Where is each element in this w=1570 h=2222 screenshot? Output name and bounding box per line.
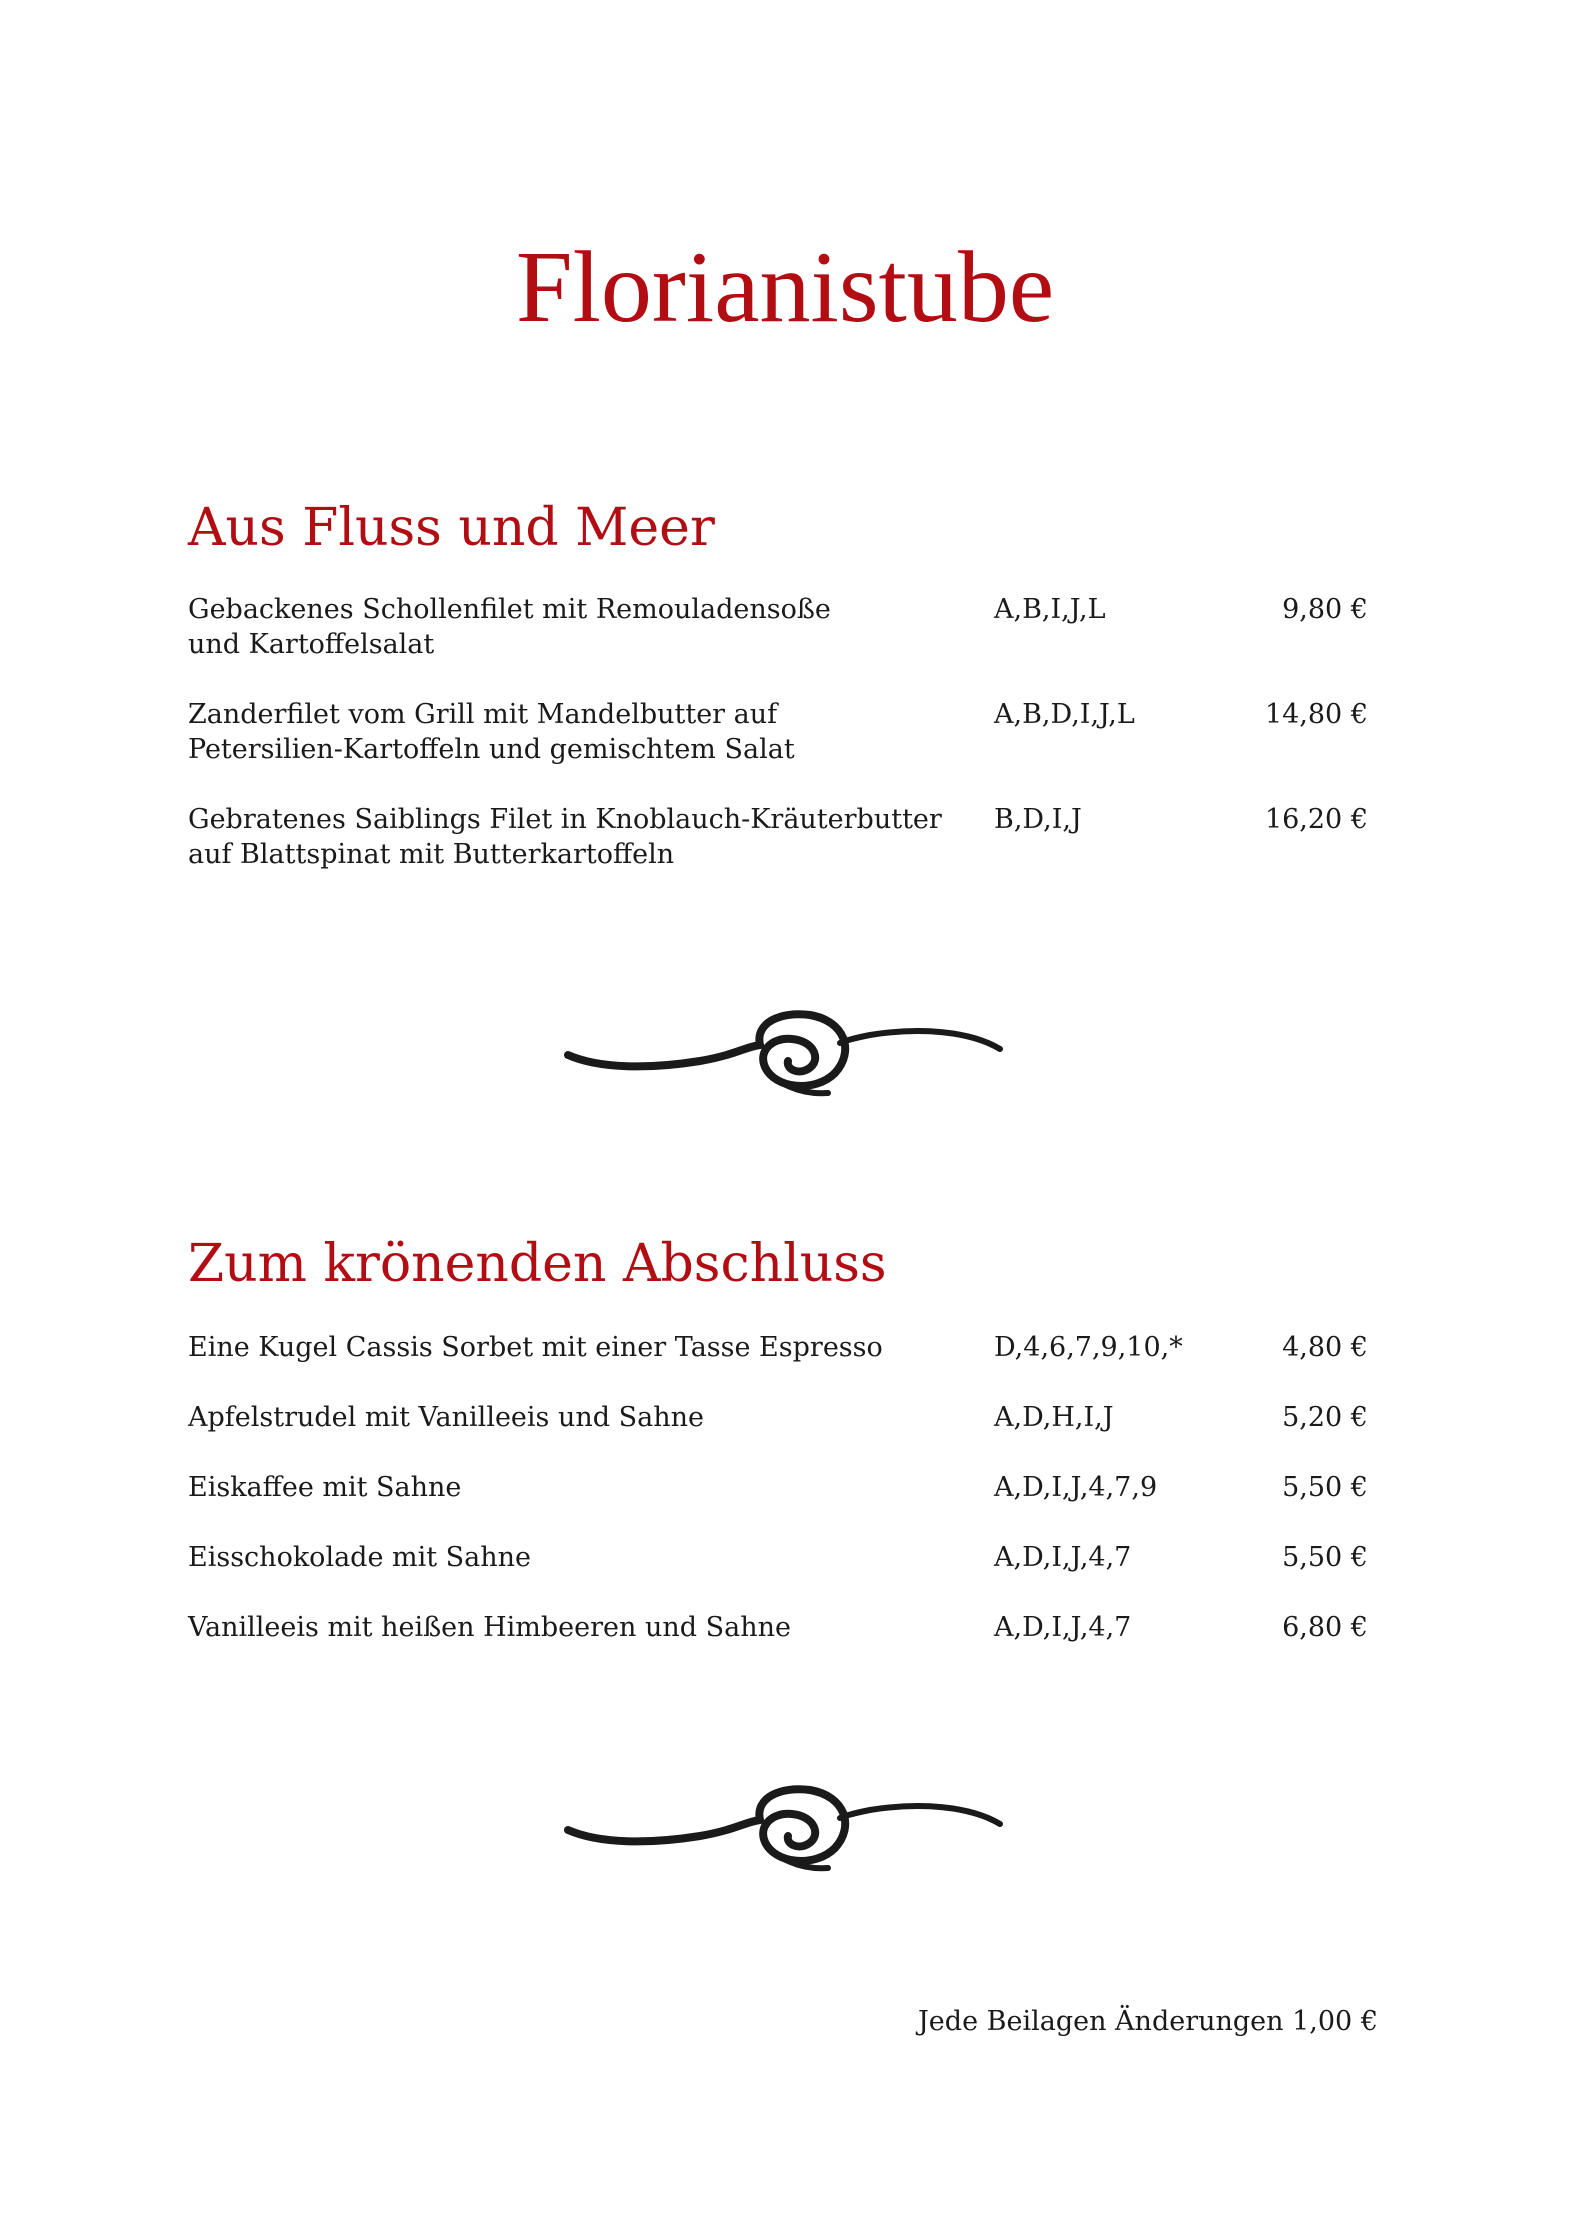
menu-item (188, 802, 1368, 872)
dish-name: Gebratenes Saiblings Filet in Knoblauch-Kräuterbutter auf Blattspinat mit Butterkartoffeln (188, 804, 942, 870)
dish-price: 4,80 € (1282, 1332, 1368, 1363)
section-heading-fish: Aus Fluss und Meer (188, 498, 715, 558)
menu-item (188, 1400, 1368, 1435)
dish-name: Apfelstrudel mit Vanilleeis und Sahne (188, 1402, 704, 1433)
dish-price: 14,80 € (1264, 699, 1368, 730)
dish-price: 5,50 € (1282, 1542, 1368, 1573)
dish-price: 5,20 € (1282, 1402, 1368, 1433)
allergen-codes: A,D,I,J,4,7 (994, 1542, 1132, 1573)
page-title: Florianistube (515, 231, 1055, 344)
footer-note: Jede Beilagen Änderungen 1,00 € (917, 2006, 1378, 2037)
allergen-codes: B,D,I,J (994, 804, 1082, 835)
dish-price: 16,20 € (1264, 804, 1368, 835)
dish-name: Gebackenes Schollenfilet mit Remouladensoße und Kartoffelsalat (188, 594, 831, 660)
menu-item (188, 592, 1368, 662)
allergen-codes: A,D,I,J,4,7 (994, 1612, 1132, 1643)
menu-item (188, 1610, 1368, 1645)
section-heading-dessert: Zum krönenden Abschluss (188, 1234, 887, 1294)
allergen-codes: A,D,H,I,J (994, 1402, 1114, 1433)
dish-price: 5,50 € (1282, 1472, 1368, 1503)
allergen-codes: D,4,6,7,9,10,* (994, 1332, 1183, 1363)
menu-list-fish (188, 592, 1368, 907)
flourish-divider-icon (560, 1778, 1020, 1878)
menu-item (188, 1330, 1368, 1365)
dish-name: Eiskaffee mit Sahne (188, 1472, 462, 1503)
allergen-codes: A,B,D,I,J,L (994, 699, 1135, 730)
allergen-codes: A,D,I,J,4,7,9 (994, 1472, 1158, 1503)
dish-price: 6,80 € (1282, 1612, 1368, 1643)
menu-item (188, 1540, 1368, 1575)
dish-name: Zanderfilet vom Grill mit Mandelbutter auf Petersilien-Kartoffeln und gemischtem Salat (188, 699, 795, 765)
dish-name: Vanilleeis mit heißen Himbeeren und Sahne (188, 1612, 791, 1643)
menu-item (188, 697, 1368, 767)
dish-price: 9,80 € (1282, 594, 1368, 625)
dish-name: Eisschokolade mit Sahne (188, 1542, 532, 1573)
menu-item (188, 1470, 1368, 1505)
dish-name: Eine Kugel Cassis Sorbet mit einer Tasse Espresso (188, 1332, 883, 1363)
allergen-codes: A,B,I,J,L (994, 594, 1106, 625)
menu-list-dessert (188, 1330, 1368, 1680)
flourish-divider-icon (560, 1003, 1020, 1103)
